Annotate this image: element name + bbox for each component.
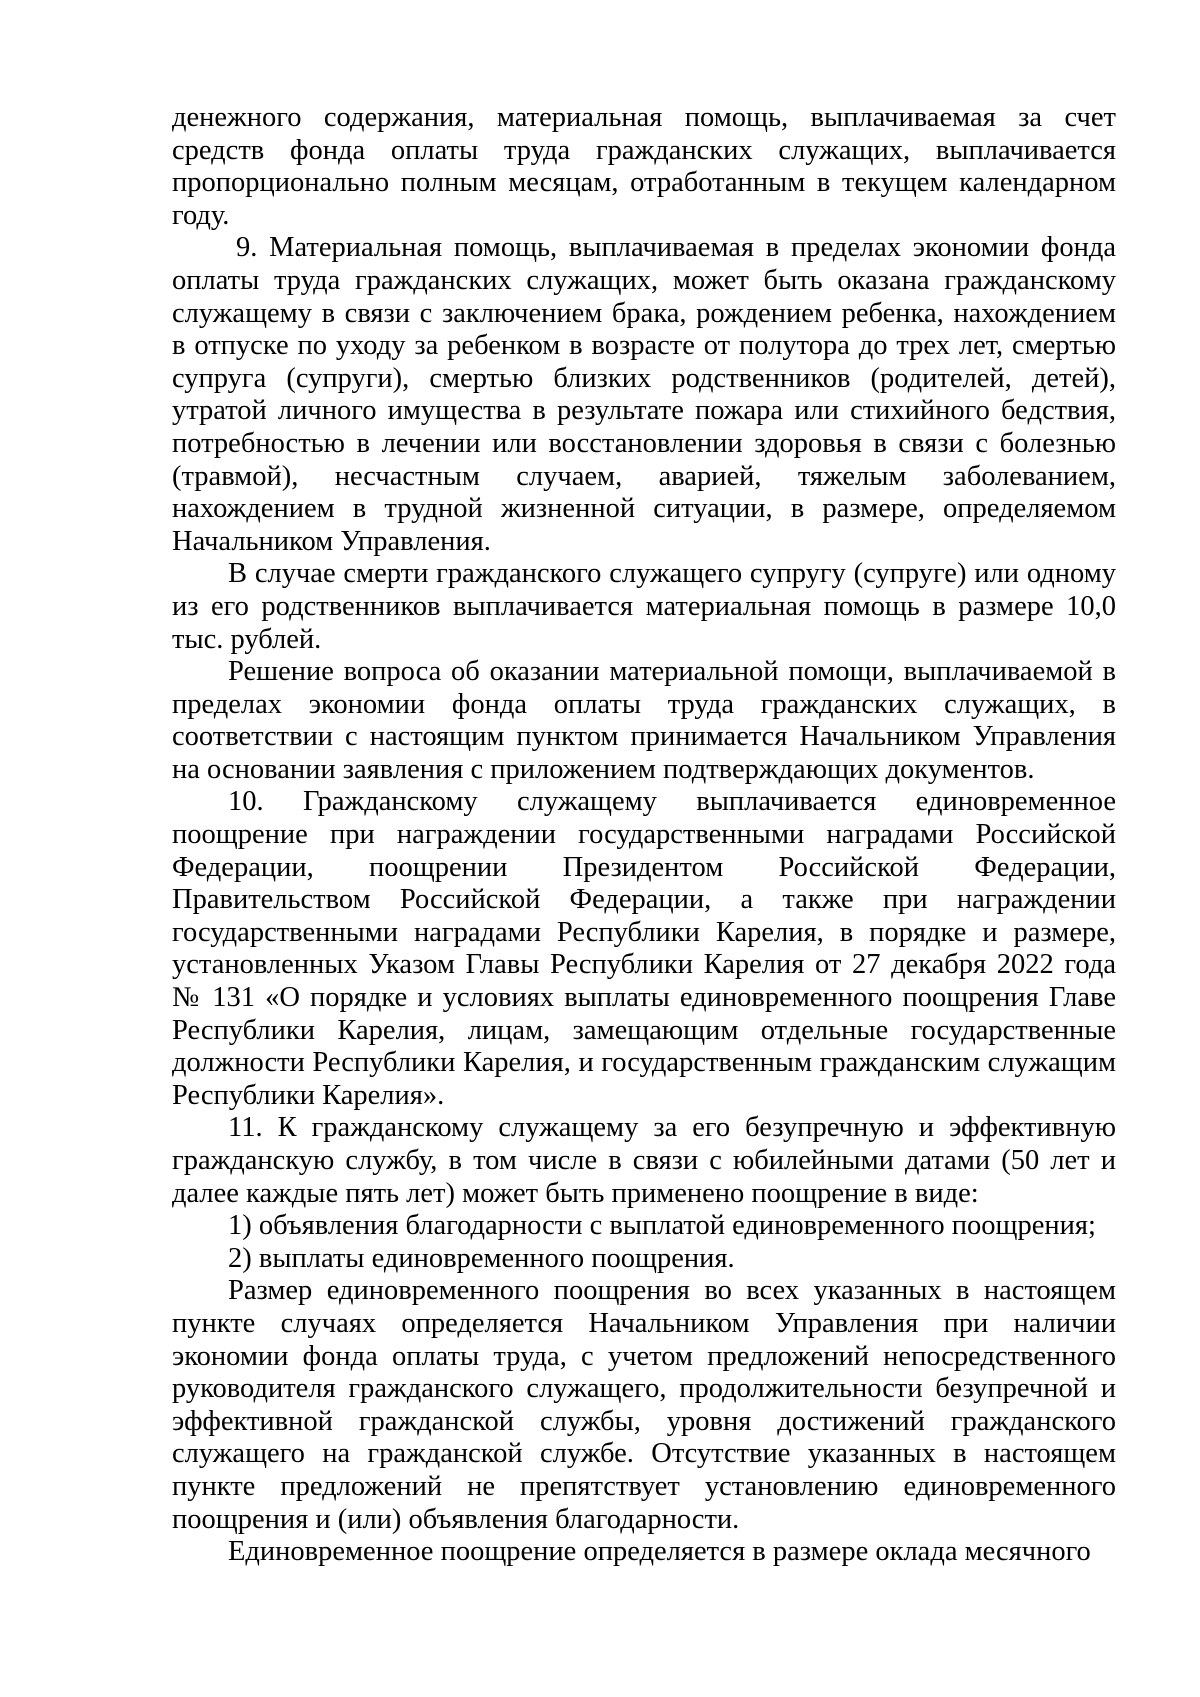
paragraph-death-benefit: В случае смерти гражданского служащего супругу (супруге) или одному из его родственников выплачивается материальная помощь в размере 10,0 тыс. рублей.: [172, 558, 1116, 655]
paragraph-reward-amount: Единовременное поощрение определяется в размере оклада месячного: [228, 1536, 1091, 1568]
paragraph-reward-size: Размер единовременного поощрения во всех указанных в настоящем пункте случаях определяется Начальником Управления при наличии экономии фонда оплаты труда, с учетом предложений непосредственного руководителя гражданского служащего, продолжительности безупречной и эффективной гражданской службы, уровня достижений гражданского служащего на гражданской службе. Отсутствие указанных в настоящем пункте предложений не препятствует установлению единовременного поощрения и (или) объявления благодарности.: [172, 1275, 1116, 1535]
list-item-2: 2) выплаты единовременного поощрения.: [228, 1242, 735, 1274]
list-item-1: 1) объявления благодарности с выплатой единовременного поощрения;: [228, 1210, 1096, 1242]
paragraph-item-9: 9. Материальная помощь, выплачиваемая в пределах экономии фонда оплаты труда гражданских служащих, может быть оказана гражданскому служащему в связи с заключением брака, рождением ребенка, нахождением в отпуске по уходу за ребенком в возрасте от полутора до трех лет, смертью супруга (супруги), смертью близких родственников (родителей, детей), утратой личного имущества в результате пожара или стихийного бедствия, потребностью в лечении или восстановлении здоровья в связи с болезнью (травмой), несчастным случаем, аварией, тяжелым заболеванием, нахождением в трудной жизненной ситуации, в размере, определяемом Начальником Управления.: [172, 232, 1116, 557]
paragraph-decision: Решение вопроса об оказании материальной помощи, выплачиваемой в пределах экономии фонда оплаты труда гражданских служащих, в соответствии с настоящим пунктом принимается Начальником Управления на основании заявления с приложением подтверждающих документов.: [172, 656, 1116, 785]
paragraph-item-10: 10. Гражданскому служащему выплачивается единовременное поощрение при награждении государственными наградами Российской Федерации, поощрении Президентом Российской Федерации, Правительством Российской Федерации, а также при награждении государственными наградами Республики Карелия, в порядке и размере, установленных Указом Главы Республики Карелия от 27 декабря 2022 года № 131 «О порядке и условиях выплаты единовременного поощрения Главе Республики Карелия, лицам, замещающим отдельные государственные должности Республики Карелия, и государственным гражданским служащим Республики Карелия».: [172, 786, 1116, 1111]
paragraph-continuation: денежного содержания, материальная помощь, выплачиваемая за счет средств фонда оплаты труда гражданских служащих, выплачивается пропорционально полным месяцам, отработанным в текущем календарном году.: [172, 102, 1116, 231]
paragraph-item-11: 11. К гражданскому служащему за его безупречную и эффективную гражданскую службу, в том числе в связи с юбилейными датами (50 лет и далее каждые пять лет) может быть применено поощрение в виде:: [172, 1112, 1116, 1209]
document-page: [172, 102, 1116, 1569]
